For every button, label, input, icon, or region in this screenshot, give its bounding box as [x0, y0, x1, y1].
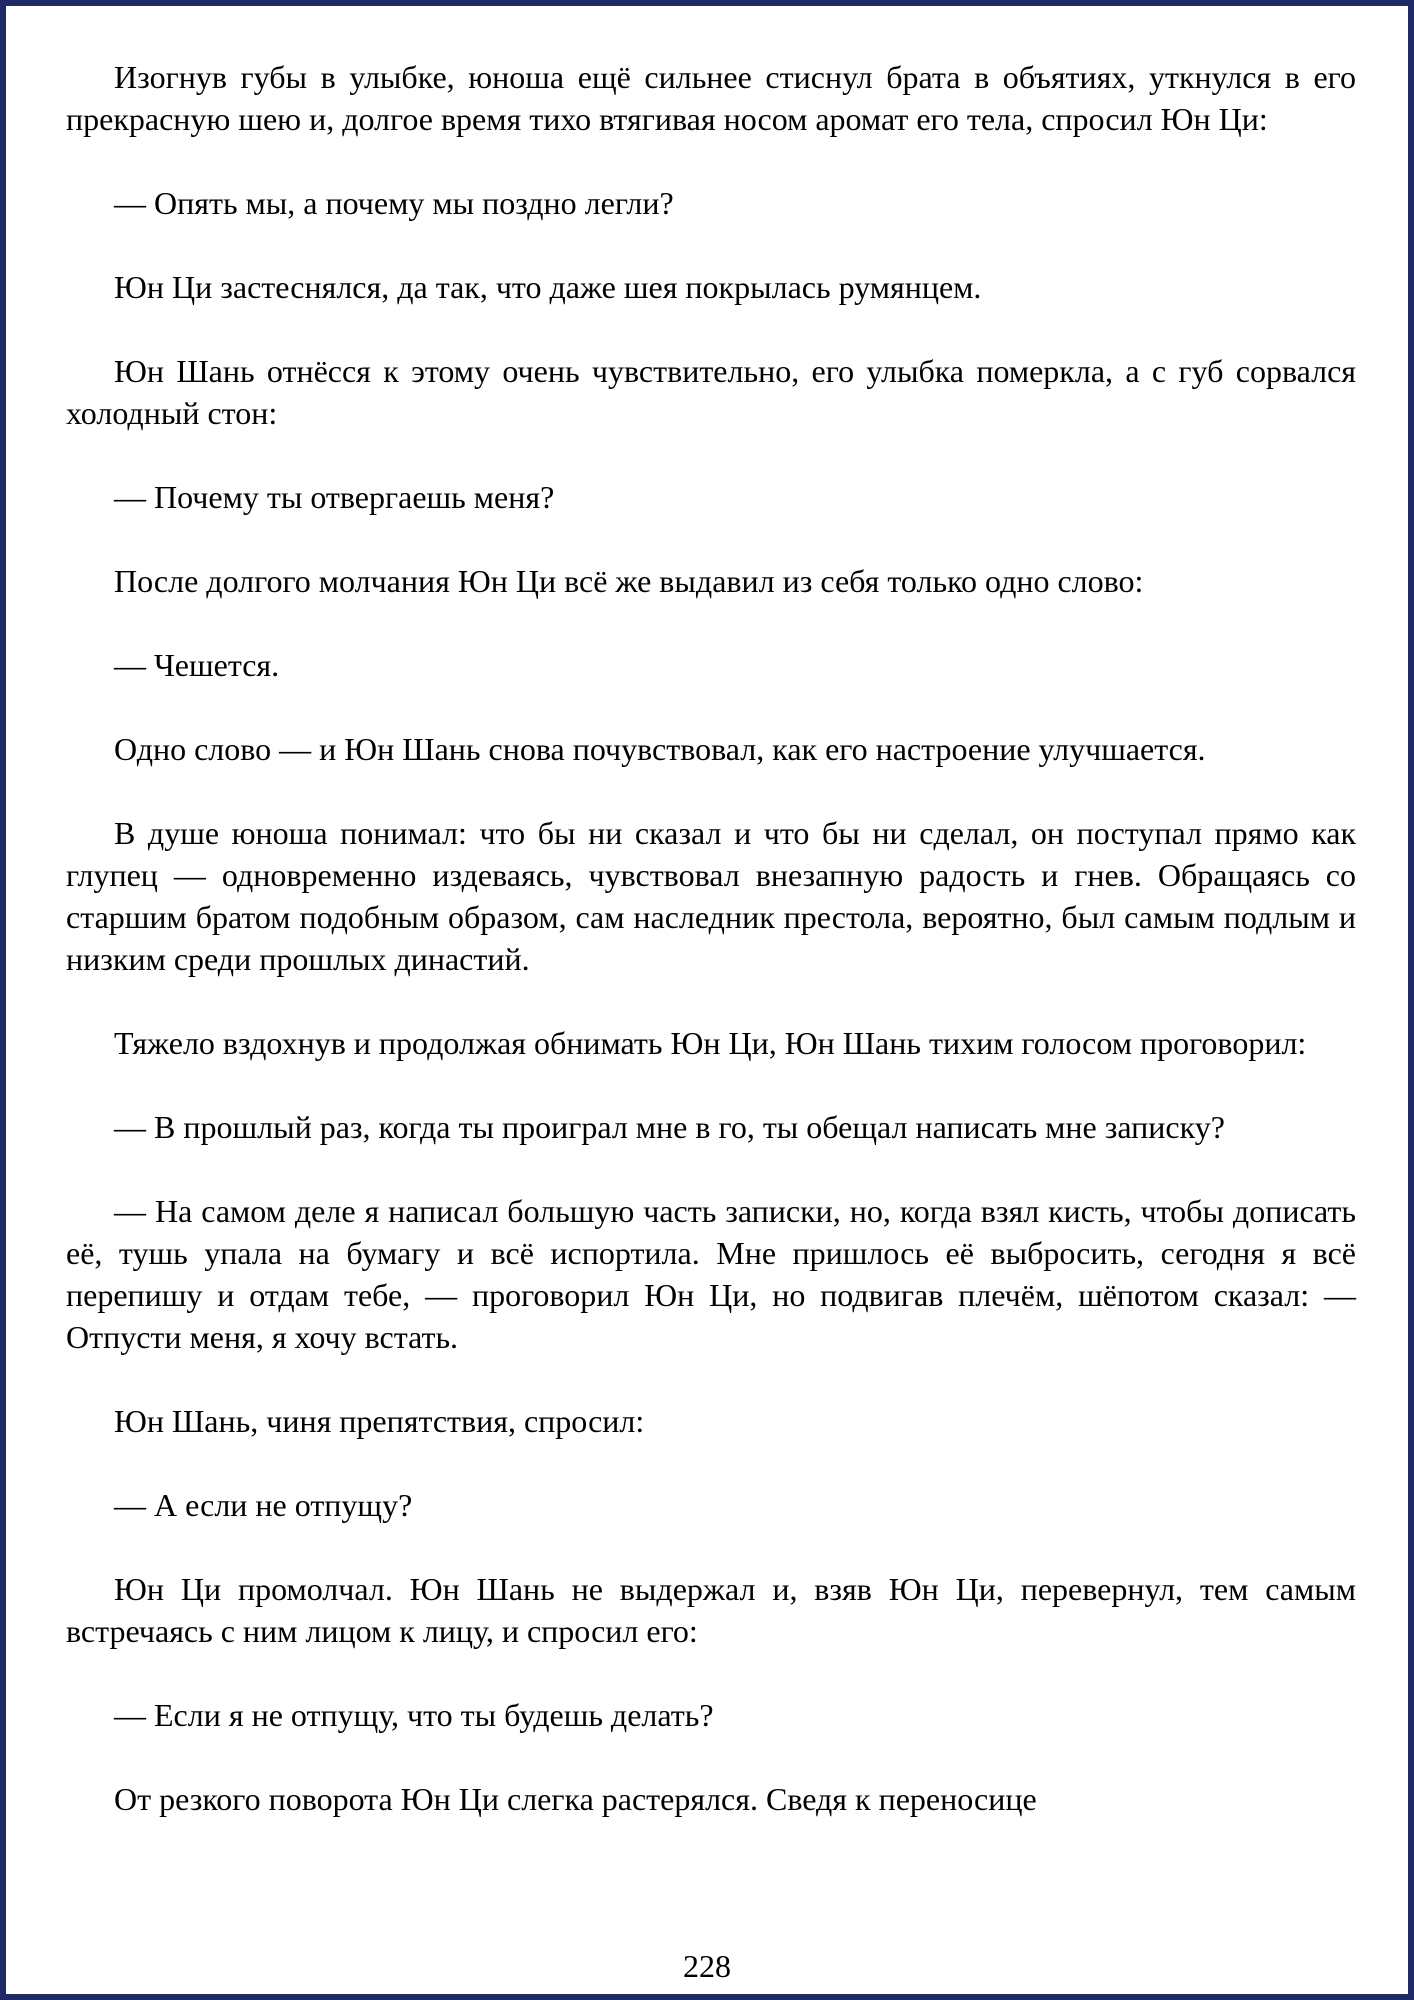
paragraph: — Если я не отпущу, что ты будешь делать?: [114, 1697, 714, 1733]
paragraph: Одно слово — и Юн Шань снова почувствовал, как его настроение улучшается.: [114, 731, 1206, 767]
paragraph: — В прошлый раз, когда ты проиграл мне в го, ты обещал написать мне записку?: [114, 1109, 1225, 1145]
paragraph: — А если не отпущу?: [114, 1487, 413, 1523]
paragraph: Юн Ци промолчал. Юн Шань не выдержал и, взяв Юн Ци, перевернул, тем самым встречаясь с ним лицом к лицу, и спросил его:: [66, 1571, 1356, 1649]
paragraph: — Почему ты отвергаешь меня?: [114, 479, 555, 515]
paragraph: — На самом деле я написал большую часть записки, но, когда взял кисть, чтобы дописать её, тушь упала на бумагу и всё испортила. Мне пришлось её выбросить, сегодня я всё перепишу и отдам тебе, — проговорил Юн Ци, но подвигав плечём, шёпотом сказал: — Отпусти меня, я хочу встать.: [66, 1193, 1356, 1355]
paragraph: После долгого молчания Юн Ци всё же выдавил из себя только одно слово:: [114, 563, 1144, 599]
page-body: [66, 56, 1356, 1862]
paragraph: Юн Ци застеснялся, да так, что даже шея покрылась румянцем.: [114, 269, 982, 305]
paragraph: Юн Шань, чиня препятствия, спросил:: [114, 1403, 645, 1439]
paragraph: В душе юноша понимал: что бы ни сказал и что бы ни сделал, он поступал прямо как глупец — одновременно издеваясь, чувствовал внезапную радость и гнев. Обращаясь со старшим братом подобным образом, сам наследник престола, вероятно, был самым подлым и низким среди прошлых династий.: [66, 815, 1356, 977]
paragraph: Тяжело вздохнув и продолжая обнимать Юн Ци, Юн Шань тихим голосом проговорил:: [114, 1025, 1307, 1061]
page-number: 228: [683, 1948, 731, 1984]
paragraph: — Чешется.: [114, 647, 280, 683]
paragraph: Изогнув губы в улыбке, юноша ещё сильнее стиснул брата в объятиях, уткнулся в его прекрасную шею и, долгое время тихо втягивая носом аромат его тела, спросил Юн Ци:: [66, 59, 1356, 137]
paragraph: От резкого поворота Юн Ци слегка растерялся. Сведя к переносице: [114, 1781, 1037, 1817]
paragraph: Юн Шань отнёсся к этому очень чувствительно, его улыбка померкла, а с губ сорвался холодный стон:: [66, 353, 1356, 431]
paragraph: — Опять мы, а почему мы поздно легли?: [114, 185, 674, 221]
